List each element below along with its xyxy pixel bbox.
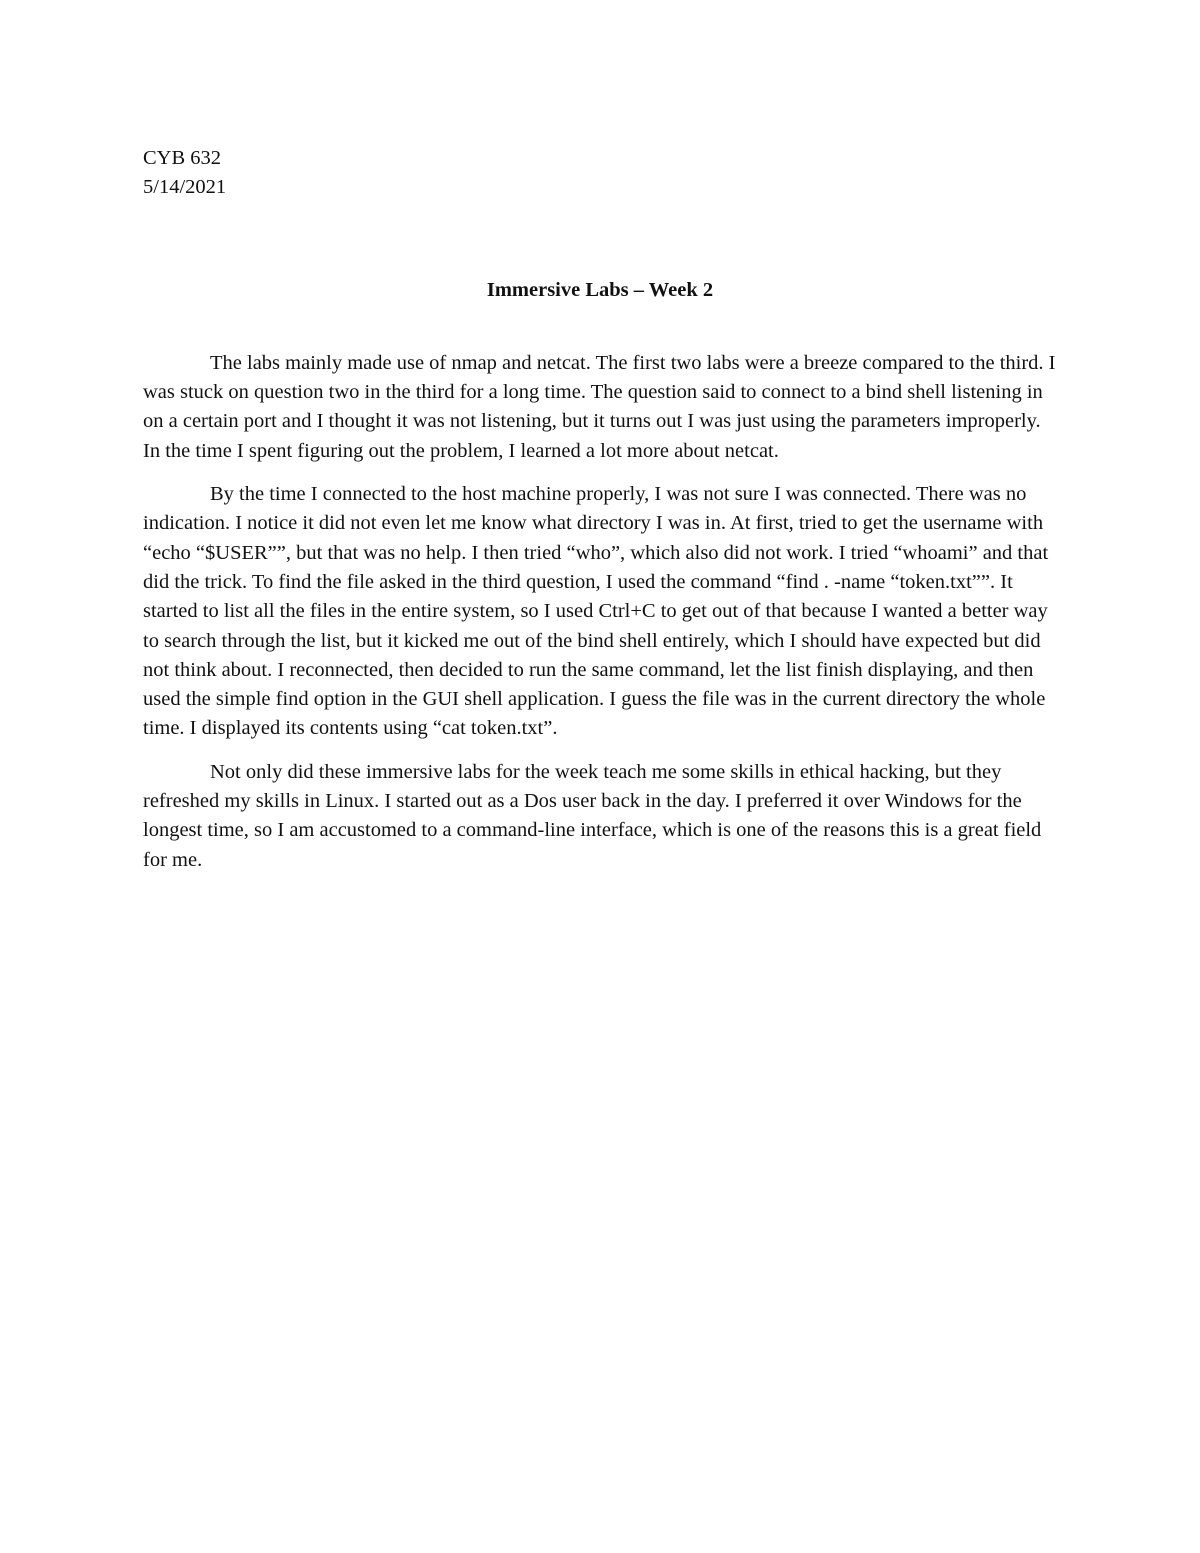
course-code: CYB 632 bbox=[143, 147, 222, 169]
paragraph-1: The labs mainly made use of nmap and netcat. The first two labs were a breeze compared to the third. I was stuck on question two in the third for a long time. The question said to connect to a bind shell listening in on a certain port and I thought it was not listening, but it turns out I was just using the parameters improperly. In the time I spent figuring out the problem, I learned a lot more about netcat. bbox=[143, 351, 1056, 462]
document-body bbox=[143, 144, 1057, 875]
document-date: 5/14/2021 bbox=[143, 176, 227, 199]
paragraph-2: By the time I connected to the host machine properly, I was not sure I was connected. There was no indication. I notice it did not even let me know what directory I was in. At first, tried to get the username with “echo “$USER””, but that was no help. I then tried “who”, which also did not work. I tried “whoami” and that did the trick. To find the file asked in the third question, I used the command “find . -name “token.txt””. It started to list all the files in the entire system, so I used Ctrl+C to get out of that because I wanted a better way to search through the list, but it kicked me out of the bind shell entirely, which I should have expected but did not think about. I reconnected, then decided to run the same command, let the list finish displaying, and then used the simple find option in the GUI shell application. I guess the file was in the current directory the whole time. I displayed its contents using “cat token.txt”. bbox=[143, 483, 1049, 740]
document-title: Immersive Labs – Week 2 bbox=[486, 278, 714, 301]
paragraph-3: Not only did these immersive labs for the week teach me some skills in ethical hacking, but they refreshed my skills in Linux. I started out as a Dos user back in the day. I preferred it over Windows for the longest time, so I am accustomed to a command-line interface, which is one of the reasons this is a great field for me. bbox=[143, 760, 1042, 871]
